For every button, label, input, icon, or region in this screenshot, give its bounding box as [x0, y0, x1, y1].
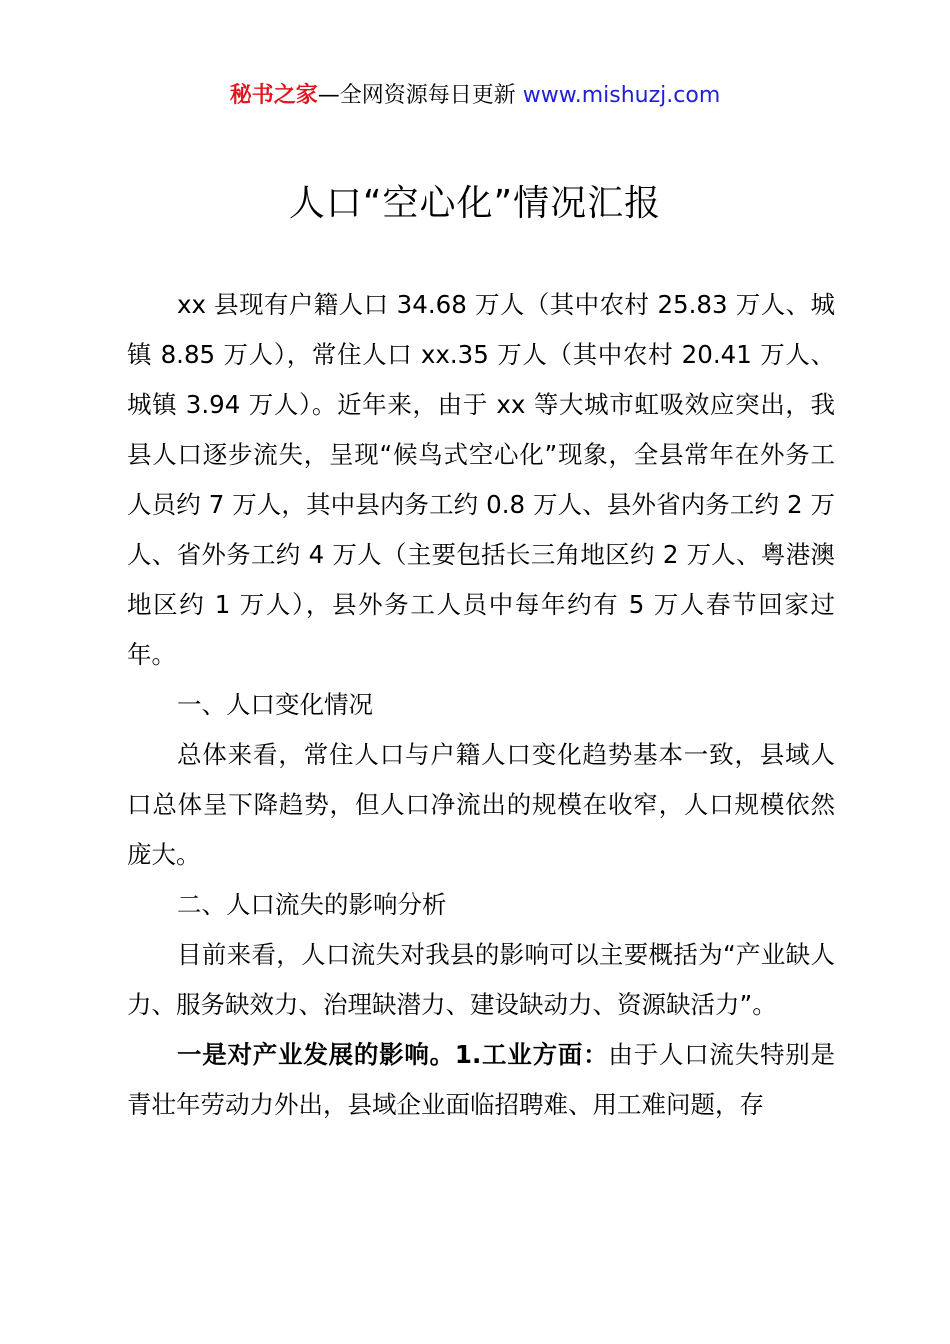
- document-title: 人口“空心化”情况汇报: [288, 183, 662, 224]
- site-brand: 秘书之家: [229, 83, 318, 108]
- section-heading-2: 二、人口流失的影响分析: [177, 890, 447, 919]
- section-heading-1: 一、人口变化情况: [177, 690, 373, 719]
- site-url-link[interactable]: www.mishuzj.com: [522, 83, 721, 108]
- paragraph-population-change: 总体来看，常住人口与户籍人口变化趋势基本一致，县域人口总体呈下降趋势，但人口净流出的规模在收窄，人口规模依然庞大。: [127, 740, 835, 869]
- site-tagline: —全网资源每日更新: [317, 83, 523, 108]
- paragraph-industry-impact: [127, 1030, 835, 1130]
- site-header: [0, 80, 950, 112]
- document-body: [127, 280, 835, 1130]
- industry-impact-lead: 一是对产业发展的影响。1.工业方面：: [177, 1040, 609, 1069]
- paragraph-impact-summary: 目前来看，人口流失对我县的影响可以主要概括为“产业缺人力、服务缺效力、治理缺潜力、建设缺动力、资源缺活力”。: [127, 940, 835, 1019]
- paragraph-intro: xx 县现有户籍人口 34.68 万人（其中农村 25.83 万人、城镇 8.85 万人），常住人口 xx.35 万人（其中农村 20.41 万人、城镇 3.94 万人）。近年来，由于 xx 等大城市虹吸效应突出，我县人口逐步流失，呈现“候鸟式空心化”现象，全县常年在外务工人员约 7 万人，其中县内务工约 0.8 万人、县外省内务工约 2 万人、省外务工约 4 万人（主要包括长三角地区约 2 万人、粤港澳地区约 1 万人），县外务工人员中每年约有 5 万人春节回家过年。: [127, 290, 835, 669]
- industry-impact-text: 由于人口流失特别是青壮年劳动力外出，县域企业面临招聘难、用工难问题，存: [127, 1040, 835, 1119]
